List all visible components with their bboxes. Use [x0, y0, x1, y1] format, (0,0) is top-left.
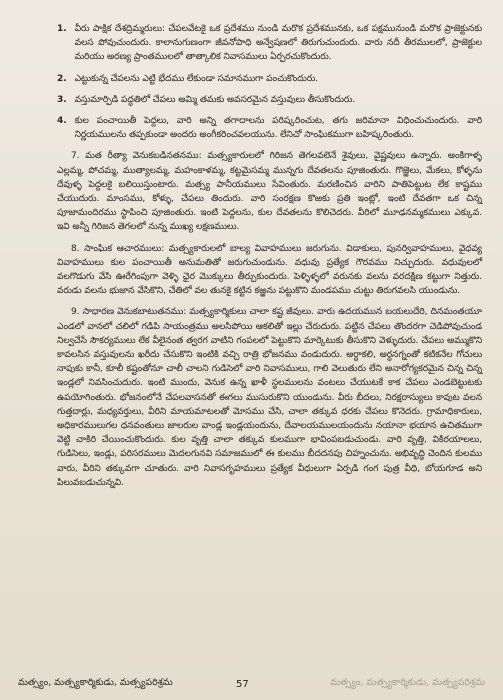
paragraph-text: సాధారణ వెనుకబాటుతనము: మత్స్యకార్మికులు చాలా కష్ట జీవులు. వారు ఉదయమున బయలుదేరి, దినమంతయూ ఎండలో వానలో చలిలో గడిపి సాయంత్రము అలసిపోయి ఆకలితో ఇల్లు చేరుదురు. పట్టిన చేపలు తొందరగా చెడిపోవుచుండ నిల్వచేసే సౌకర్యములు లేక వీలైనంత త్వరగ వాటిని గంపలలో పెట్టుకొని మార్కెటుకు తీసుకొని వెళ్ళుదురు. చేపలు అమ్ముకొని కావలసిన వస్తువులను ఖరీదు చేసుకొని ఇంటికి వచ్చి రాత్రి భోజనము వండుదురు. అర్ధాకలి, అర్ధనగ్నంతో కటికనేల గోచులు నాపుకు కానీ, కూలీ కష్టంతోనూ చాలీ చాలని గుడిసెలో వారి నివాసములు, గాలి వెలుతురు లేని అనారోగ్యకరమైన చిన్న చిన్న ఇండ్లలో నివసించుదురు. ఇంటి ముందు, వెనుక ఉన్న ఖాళీ స్థలములను వంటలు చేయుటకే కాక చేపలు ఎండబెట్టుటకు ఉపయోగింతురు. భోజనంలోనే చేపలవాసనతో ఈగలు ముసురుకొని యుండును. వీరు బీదలు, నిరక్షరాస్యులు కావుట వలన గుత్తదార్లు, మధ్యవర్తులు, వీరిని మాయమాటలతో మోసము చేసి, చాలా తక్కువ ధరకు చేపలు కొనెదరు. గ్రామాధికారులు, అధికారములుగల ధనవంతులు జాలరుల వాండ్ల ఇండ్లయందును, దేవాలయములయందును నయానా భయాన ఉచితముగా వెట్టి చాకిరి చేయించుకొందురు. కుల వృత్తి చాలా తక్కువ కులముగా భావింపబడుచుండు. వారి వృత్తి, వికిరయాలలు, గుడిసెలు, ఇండ్లు, పరిసరములు మెదలగునవి సమాజములో ఈ కులము బీదదనపు చిహ్నంచును. అభివృద్ధి చెందిన కులము వారు, వీరిని తక్కువగా చూతురు. వారి నివాసగృహములు ప్రత్యేక వీధులుగా ఏర్పడి గంగ పుత్ర వీధి, బోయగూడ అని పిలువబడుచున్నవి.	[57, 307, 482, 488]
paragraph-9	[57, 305, 482, 490]
paragraph-text: వీరు పాక్షిక దేశద్రిమ్మరులు: చేపలవేటకై ఒక ప్రదేశము నుండి మరొక ప్రదేశమునకు, ఒక పక్షమునుండి మరొక ప్రాజెక్టునకు వలస పోవుచుందురు. కాలానుగుణంగా జీవనోపాధి అన్వేషణలో తిరుగుచుందురు. వారు నదీ తీరములలో, ప్రాజెక్టుల మరియు అరణ్య ప్రాంతములలో తాత్కాలిక నివాసములు ఏర్పరచుకొందురు.	[74, 24, 482, 63]
paragraph-7	[57, 149, 482, 234]
paragraph-3	[57, 93, 482, 107]
paragraph-8	[57, 242, 482, 299]
footer-bleedthrough-title: మత్స్యం, మత్స్యకార్మికుడు, మత్స్యపరిశ్రమ	[330, 677, 485, 688]
body-text	[57, 22, 482, 497]
paragraph-text: వస్తుమార్పిడి పద్ధతిలో చేపలు అమ్మి తమకు అవసరమైన వస్తువులు తీసుకొందురు.	[74, 94, 356, 105]
paragraph-number: 2.	[57, 73, 67, 84]
paragraph-text: సాంఘిక ఆచారములు: మత్స్యకారులలో బాల్య వివాహములు జరుగును. విడాకులు, పునర్వివాహములు, వైధవ్య వివాహములు కుల పంచాయితీ అనుమతితో జరుగుచుండును. వధువు ప్రత్యేక గౌరవము నిచ్చుదురు. వధువులలో వలగొడుగు వేసి ఊరేగింపుగా వెళ్ళి ఛైర మొక్కులు తీర్చుకుందురు. పెళ్ళిళ్ళలో వరునకు వలను వరదక్షిణ కట్టుగా నిత్తురు. వరుడు వలను భుజాన వేసికొని, చేతిలో వల తునకై కట్టిన కఱ్ఱను పట్టుకొని మండపము చుట్టు తిరుగవలసి యుండును.	[57, 243, 483, 297]
page-footer	[18, 674, 485, 690]
paragraph-number: 8.	[71, 243, 80, 254]
paragraph-text: మత రీత్యా వెనుకబడినతనము: మత్స్యకారులలో గిరిజన తెగలవలెనే శైవులు, వైష్ణవులు ఉన్నారు. అంకిగాళ్ళ ఎల్లమ్మ, పోచమ్మ, ముత్యాలమ్మ, మహంకాళమ్మ, కట్టమైసమ్మ మున్నగు దేవతలను పూజింతురు. గొఱ్ఱెలు, మేకలు, కోళ్ళను దేవుళ్ళ పెద్దలకై బలియిస్తుంటారు. మత్స్య పానీయములు సేవింతురు. మరణించిన వారిని పాతిపెట్టుట లేక కాష్టము చేయుదురు. మాంసము, కోళ్ళు, చేపలు తిందురు. వారి సంరక్షణ కొఱకు ప్రతి ఇంట్లో, ఇంటి దేవతగా ఒక చిన్న పూజామందిరము స్థాపించి పూజింతురు. ఇంటి పెద్దలను, కుల దేవతలను కొలిచెదరు. వీరిలో మూఢనమ్మకములు ఎక్కువ. ఇవి అన్నీ గిరిజన తెగలలో నున్న ముఖ్య లక్షణములు.	[57, 151, 482, 233]
footer-title: మత్స్యం, మత్స్యకార్మికుడు, మత్స్యపరిశ్రమ	[18, 677, 173, 688]
paragraph-number: 1.	[57, 24, 67, 34]
paragraph-number: 4.	[57, 116, 67, 127]
paragraph-number: 7.	[71, 151, 80, 162]
paragraph-text: ఎట్టుకున్న చేపలను ఎట్టి భేదము లేకుండా సమానముగా పంచుకొందురు.	[74, 73, 318, 84]
paragraph-number: 3.	[57, 94, 67, 105]
paragraph-1	[57, 22, 482, 65]
paragraph-4	[57, 114, 482, 142]
paragraph-number: 9.	[71, 307, 80, 318]
page-number: 57	[236, 679, 249, 690]
paragraph-2	[57, 72, 482, 86]
paragraph-text: కుల పంచాయితీ పెద్దలు, వారి అన్ని తగాదాలను పరిష్కరించుట, తగు జరిమానా విధించుచుందురు. వారి నిర్ణయములను తప్పకుండా అందరు అంగీకరించవలయును. లేనిచో సాంఘికముగా బహిష్కరింతురు.	[74, 116, 482, 141]
